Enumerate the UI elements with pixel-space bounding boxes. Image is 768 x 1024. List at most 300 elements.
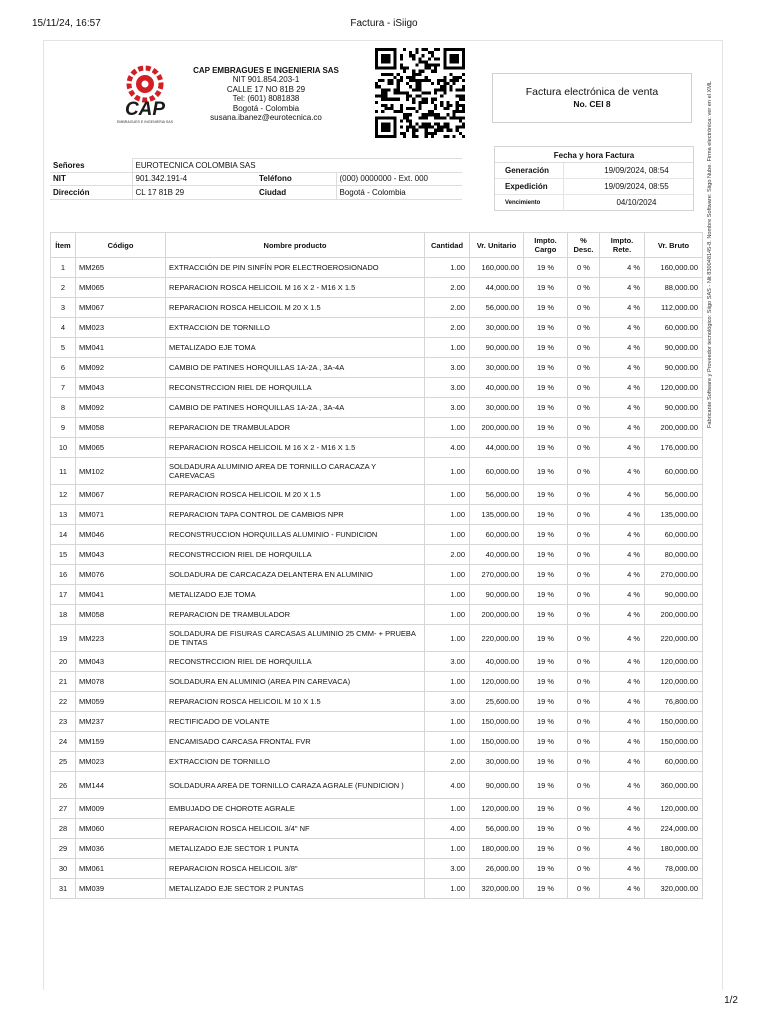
item-tax: 19 % [524, 278, 568, 298]
item-retention: 4 % [600, 625, 645, 652]
item-number: 23 [51, 712, 76, 732]
item-number: 2 [51, 278, 76, 298]
table-row [51, 525, 703, 545]
col-gross-header: Vr. Bruto [645, 233, 703, 258]
item-unit-price: 30,000.00 [470, 398, 524, 418]
item-number: 3 [51, 298, 76, 318]
item-number: 6 [51, 358, 76, 378]
item-discount: 0 % [568, 839, 600, 859]
item-tax: 19 % [524, 652, 568, 672]
item-discount: 0 % [568, 298, 600, 318]
invoice-items-table [50, 232, 703, 899]
item-unit-price: 44,000.00 [470, 438, 524, 458]
table-row [51, 458, 703, 485]
item-code: MM076 [76, 565, 166, 585]
customer-name-label: Señores [50, 159, 132, 173]
col-product-header: Nombre producto [166, 233, 425, 258]
table-row [51, 752, 703, 772]
item-discount: 0 % [568, 625, 600, 652]
item-unit-price: 56,000.00 [470, 298, 524, 318]
item-unit-price: 150,000.00 [470, 732, 524, 752]
item-gross: 90,000.00 [645, 358, 703, 378]
company-logo [112, 62, 178, 126]
item-code: MM039 [76, 879, 166, 899]
table-row [51, 672, 703, 692]
item-tax: 19 % [524, 565, 568, 585]
item-code: MM102 [76, 458, 166, 485]
item-tax: 19 % [524, 672, 568, 692]
item-description: RECONSTRCCION RIEL DE HORQUILLA [166, 378, 425, 398]
item-gross: 78,000.00 [645, 859, 703, 879]
item-discount: 0 % [568, 525, 600, 545]
item-description: REPARACION DE TRAMBULADOR [166, 605, 425, 625]
item-code: MM144 [76, 772, 166, 799]
table-row [51, 605, 703, 625]
item-discount: 0 % [568, 652, 600, 672]
item-gross: 60,000.00 [645, 318, 703, 338]
due-date-row [495, 195, 693, 211]
item-retention: 4 % [600, 378, 645, 398]
item-quantity: 3.00 [425, 692, 470, 712]
col-unit-header: Vr. Unitario [470, 233, 524, 258]
col-tax-header-l1: Impto. [534, 236, 557, 245]
item-retention: 4 % [600, 505, 645, 525]
item-tax: 19 % [524, 258, 568, 278]
customer-nit: 901.342.191-4 [132, 172, 256, 186]
item-quantity: 1.00 [425, 505, 470, 525]
company-city: Bogotá - Colombia [232, 103, 300, 113]
item-unit-price: 135,000.00 [470, 505, 524, 525]
item-quantity: 1.00 [425, 672, 470, 692]
item-retention: 4 % [600, 298, 645, 318]
item-description: RECTIFICADO DE VOLANTE [166, 712, 425, 732]
item-retention: 4 % [600, 799, 645, 819]
item-quantity: 1.00 [425, 338, 470, 358]
customer-phone: (000) 0000000 - Ext. 000 [336, 172, 462, 186]
item-retention: 4 % [600, 712, 645, 732]
table-row [51, 565, 703, 585]
item-unit-price: 40,000.00 [470, 545, 524, 565]
item-retention: 4 % [600, 839, 645, 859]
customer-city: Bogotá - Colombia [336, 186, 462, 200]
item-number: 19 [51, 625, 76, 652]
table-row [51, 712, 703, 732]
table-row [51, 859, 703, 879]
col-item-header: Ítem [51, 233, 76, 258]
item-unit-price: 320,000.00 [470, 879, 524, 899]
item-description: EMBUJADO DE CHOROTE AGRALE [166, 799, 425, 819]
item-description: REPARACION ROSCA HELICOIL M 10 X 1.5 [166, 692, 425, 712]
item-retention: 4 % [600, 545, 645, 565]
company-phone: Tel: (601) 8081838 [232, 94, 300, 104]
item-number: 20 [51, 652, 76, 672]
item-quantity: 1.00 [425, 258, 470, 278]
item-gross: 120,000.00 [645, 672, 703, 692]
item-description: EXTRACCIÓN DE PIN SINFÍN POR ELECTROEROSIONADO [166, 258, 425, 278]
item-gross: 60,000.00 [645, 525, 703, 545]
item-code: MM159 [76, 732, 166, 752]
item-retention: 4 % [600, 565, 645, 585]
item-quantity: 1.00 [425, 585, 470, 605]
item-gross: 180,000.00 [645, 839, 703, 859]
item-description: METALIZADO EJE SECTOR 1 PUNTA [166, 839, 425, 859]
item-description: REPARACION ROSCA HELICOIL M 16 X 2 - M16 X 1.5 [166, 278, 425, 298]
item-gross: 220,000.00 [645, 625, 703, 652]
item-unit-price: 200,000.00 [470, 418, 524, 438]
company-info [180, 66, 352, 122]
item-description: REPARACION TAPA CONTROL DE CAMBIOS NPR [166, 505, 425, 525]
item-number: 26 [51, 772, 76, 799]
item-number: 25 [51, 752, 76, 772]
item-gross: 90,000.00 [645, 338, 703, 358]
item-unit-price: 90,000.00 [470, 772, 524, 799]
item-unit-price: 56,000.00 [470, 819, 524, 839]
item-tax: 19 % [524, 438, 568, 458]
item-description: EXTRACCION DE TORNILLO [166, 318, 425, 338]
item-gross: 120,000.00 [645, 799, 703, 819]
table-row [51, 545, 703, 565]
item-quantity: 4.00 [425, 772, 470, 799]
item-discount: 0 % [568, 712, 600, 732]
item-unit-price: 30,000.00 [470, 752, 524, 772]
item-gross: 224,000.00 [645, 819, 703, 839]
item-retention: 4 % [600, 772, 645, 799]
item-number: 7 [51, 378, 76, 398]
item-tax: 19 % [524, 859, 568, 879]
item-retention: 4 % [600, 258, 645, 278]
item-number: 8 [51, 398, 76, 418]
item-code: MM043 [76, 652, 166, 672]
item-unit-price: 25,600.00 [470, 692, 524, 712]
item-retention: 4 % [600, 585, 645, 605]
item-quantity: 1.00 [425, 879, 470, 899]
item-quantity: 2.00 [425, 545, 470, 565]
item-code: MM065 [76, 438, 166, 458]
item-tax: 19 % [524, 298, 568, 318]
invoice-title: Factura electrónica de venta [525, 86, 659, 98]
item-tax: 19 % [524, 585, 568, 605]
item-discount: 0 % [568, 545, 600, 565]
item-code: MM023 [76, 752, 166, 772]
table-row [51, 692, 703, 712]
item-unit-price: 60,000.00 [470, 525, 524, 545]
item-quantity: 1.00 [425, 485, 470, 505]
item-unit-price: 40,000.00 [470, 378, 524, 398]
item-tax: 19 % [524, 485, 568, 505]
item-description: CAMBIO DE PATINES HORQUILLAS 1A-2A , 3A-4A [166, 398, 425, 418]
item-description: RECONSTRCCION RIEL DE HORQUILLA [166, 545, 425, 565]
item-discount: 0 % [568, 859, 600, 879]
item-code: MM059 [76, 692, 166, 712]
item-retention: 4 % [600, 278, 645, 298]
table-row [51, 485, 703, 505]
customer-info [50, 158, 462, 200]
item-gross: 360,000.00 [645, 772, 703, 799]
col-retention-header-l1: Impto. [610, 236, 634, 245]
item-retention: 4 % [600, 485, 645, 505]
table-row [51, 732, 703, 752]
item-discount: 0 % [568, 505, 600, 525]
item-code: MM023 [76, 318, 166, 338]
item-number: 15 [51, 545, 76, 565]
item-unit-price: 56,000.00 [470, 485, 524, 505]
print-header [0, 18, 768, 32]
item-retention: 4 % [600, 338, 645, 358]
item-gross: 112,000.00 [645, 298, 703, 318]
item-code: MM058 [76, 418, 166, 438]
item-retention: 4 % [600, 752, 645, 772]
item-description: REPARACION ROSCA HELICOIL 3/4" NF [166, 819, 425, 839]
software-provider-note: Fabricante Software y Proveedor tecnológico: Siigo SAS - Nit 830048145-8. Nombre Software: Siigo Nube. Firma electrónica: ver en el XML [707, 81, 713, 428]
item-gross: 200,000.00 [645, 605, 703, 625]
item-description: CAMBIO DE PATINES HORQUILLAS 1A-2A , 3A-4A [166, 358, 425, 378]
item-tax: 19 % [524, 732, 568, 752]
item-discount: 0 % [568, 458, 600, 485]
item-code: MM065 [76, 278, 166, 298]
item-number: 4 [51, 318, 76, 338]
item-tax: 19 % [524, 398, 568, 418]
item-quantity: 2.00 [425, 752, 470, 772]
item-retention: 4 % [600, 652, 645, 672]
item-quantity: 1.00 [425, 839, 470, 859]
item-gross: 270,000.00 [645, 565, 703, 585]
logo-text: CAP [124, 99, 166, 120]
item-number: 21 [51, 672, 76, 692]
item-gross: 150,000.00 [645, 732, 703, 752]
print-datetime: 15/11/24, 16:57 [32, 18, 101, 29]
item-description: SOLDADURA DE CARCACAZA DELANTERA EN ALUMINIO [166, 565, 425, 585]
col-tax-header-l2: Cargo [534, 245, 557, 254]
item-tax: 19 % [524, 692, 568, 712]
item-unit-price: 150,000.00 [470, 712, 524, 732]
item-retention: 4 % [600, 458, 645, 485]
item-code: MM009 [76, 799, 166, 819]
item-description: SOLDADURA EN ALUMINIO (AREA PIN CAREVACA) [166, 672, 425, 692]
item-quantity: 1.00 [425, 799, 470, 819]
item-tax: 19 % [524, 879, 568, 899]
item-number: 16 [51, 565, 76, 585]
item-code: MM061 [76, 859, 166, 879]
col-code-header: Código [76, 233, 166, 258]
col-discount-header [568, 233, 600, 258]
item-description: SOLDADURA DE FISURAS CARCASAS ALUMINIO 25 CMM- + PRUEBA DE TINTAS [166, 625, 425, 652]
item-quantity: 4.00 [425, 819, 470, 839]
item-retention: 4 % [600, 605, 645, 625]
item-number: 24 [51, 732, 76, 752]
item-number: 13 [51, 505, 76, 525]
item-gross: 120,000.00 [645, 378, 703, 398]
item-retention: 4 % [600, 819, 645, 839]
invoice-title-box [492, 73, 692, 123]
col-qty-header: Cantidad [425, 233, 470, 258]
item-description: REPARACION ROSCA HELICOIL M 20 X 1.5 [166, 298, 425, 318]
item-discount: 0 % [568, 799, 600, 819]
item-tax: 19 % [524, 752, 568, 772]
item-tax: 19 % [524, 525, 568, 545]
table-row [51, 258, 703, 278]
item-code: MM043 [76, 545, 166, 565]
page-number: 1/2 [724, 995, 738, 1006]
table-row [51, 398, 703, 418]
customer-address: CL 17 81B 29 [132, 186, 256, 200]
item-quantity: 1.00 [425, 712, 470, 732]
item-gross: 176,000.00 [645, 438, 703, 458]
item-discount: 0 % [568, 565, 600, 585]
item-code: MM223 [76, 625, 166, 652]
item-tax: 19 % [524, 839, 568, 859]
logo-subtext: EMBRAGUES E INGENIERIA SAS [116, 120, 174, 124]
item-unit-price: 30,000.00 [470, 358, 524, 378]
item-description: ENCAMISADO CARCASA FRONTAL FVR [166, 732, 425, 752]
item-unit-price: 270,000.00 [470, 565, 524, 585]
item-quantity: 3.00 [425, 859, 470, 879]
item-quantity: 3.00 [425, 398, 470, 418]
item-unit-price: 90,000.00 [470, 585, 524, 605]
item-tax: 19 % [524, 799, 568, 819]
generation-label: Generación [505, 166, 550, 175]
item-tax: 19 % [524, 545, 568, 565]
item-retention: 4 % [600, 398, 645, 418]
customer-name: EUROTECNICA COLOMBIA SAS [132, 159, 462, 173]
table-row [51, 879, 703, 899]
item-tax: 19 % [524, 505, 568, 525]
item-description: SOLDADURA ALUMINIO AREA DE TORNILLO CARACAZA Y CAREVACAS [166, 458, 425, 485]
col-discount-header-l1: % [580, 236, 587, 245]
table-header-row [51, 233, 703, 258]
item-gross: 135,000.00 [645, 505, 703, 525]
item-discount: 0 % [568, 378, 600, 398]
item-description: REPARACION ROSCA HELICOIL M 16 X 2 - M16 X 1.5 [166, 438, 425, 458]
item-unit-price: 60,000.00 [470, 458, 524, 485]
item-gross: 90,000.00 [645, 585, 703, 605]
item-unit-price: 160,000.00 [470, 258, 524, 278]
item-discount: 0 % [568, 398, 600, 418]
item-tax: 19 % [524, 605, 568, 625]
generation-value: 19/09/2024, 08:54 [563, 163, 693, 178]
item-discount: 0 % [568, 752, 600, 772]
item-gross: 60,000.00 [645, 458, 703, 485]
company-nit: NIT 901.854.203-1 [232, 75, 300, 85]
item-retention: 4 % [600, 859, 645, 879]
item-unit-price: 220,000.00 [470, 625, 524, 652]
customer-city-label: Ciudad [256, 186, 336, 200]
expedition-row [495, 179, 693, 195]
item-tax: 19 % [524, 772, 568, 799]
table-row [51, 585, 703, 605]
item-unit-price: 40,000.00 [470, 652, 524, 672]
item-description: EXTRACCION DE TORNILLO [166, 752, 425, 772]
item-retention: 4 % [600, 318, 645, 338]
item-number: 30 [51, 859, 76, 879]
item-quantity: 1.00 [425, 458, 470, 485]
item-discount: 0 % [568, 772, 600, 799]
item-discount: 0 % [568, 338, 600, 358]
generation-row [495, 163, 693, 179]
item-discount: 0 % [568, 819, 600, 839]
item-code: MM041 [76, 338, 166, 358]
table-row [51, 799, 703, 819]
item-quantity: 1.00 [425, 565, 470, 585]
table-row [51, 318, 703, 338]
item-gross: 88,000.00 [645, 278, 703, 298]
item-quantity: 2.00 [425, 298, 470, 318]
item-code: MM058 [76, 605, 166, 625]
table-row [51, 652, 703, 672]
item-gross: 320,000.00 [645, 879, 703, 899]
item-code: MM036 [76, 839, 166, 859]
item-description: SOLDADURA AREA DE TORNILLO CARAZA AGRALE (FUNDICION ) [166, 772, 425, 799]
item-gross: 60,000.00 [645, 752, 703, 772]
table-row [51, 438, 703, 458]
item-description: METALIZADO EJE SECTOR 2 PUNTAS [166, 879, 425, 899]
item-code: MM067 [76, 298, 166, 318]
item-gross: 80,000.00 [645, 545, 703, 565]
item-quantity: 2.00 [425, 278, 470, 298]
item-gross: 56,000.00 [645, 485, 703, 505]
item-discount: 0 % [568, 605, 600, 625]
item-retention: 4 % [600, 732, 645, 752]
item-gross: 90,000.00 [645, 398, 703, 418]
item-code: MM265 [76, 258, 166, 278]
item-tax: 19 % [524, 625, 568, 652]
item-retention: 4 % [600, 879, 645, 899]
item-unit-price: 44,000.00 [470, 278, 524, 298]
item-tax: 19 % [524, 378, 568, 398]
item-number: 12 [51, 485, 76, 505]
item-retention: 4 % [600, 438, 645, 458]
item-unit-price: 120,000.00 [470, 799, 524, 819]
item-tax: 19 % [524, 358, 568, 378]
item-retention: 4 % [600, 672, 645, 692]
item-tax: 19 % [524, 338, 568, 358]
company-email: susana.ibanez@eurotecnica.co [210, 113, 322, 123]
item-number: 18 [51, 605, 76, 625]
item-quantity: 1.00 [425, 605, 470, 625]
item-gross: 120,000.00 [645, 652, 703, 672]
table-row [51, 772, 703, 799]
item-code: MM078 [76, 672, 166, 692]
item-description: REPARACION ROSCA HELICOIL 3/8" [166, 859, 425, 879]
item-retention: 4 % [600, 525, 645, 545]
item-description: METALIZADO EJE TOMA [166, 585, 425, 605]
table-row [51, 839, 703, 859]
item-number: 22 [51, 692, 76, 712]
item-code: MM092 [76, 358, 166, 378]
item-discount: 0 % [568, 879, 600, 899]
item-number: 31 [51, 879, 76, 899]
item-discount: 0 % [568, 418, 600, 438]
item-unit-price: 30,000.00 [470, 318, 524, 338]
due-date-value: 04/10/2024 [563, 195, 693, 211]
customer-nit-label: NIT [50, 172, 132, 186]
item-quantity: 1.00 [425, 625, 470, 652]
item-discount: 0 % [568, 732, 600, 752]
item-number: 11 [51, 458, 76, 485]
table-row [51, 819, 703, 839]
item-gross: 150,000.00 [645, 712, 703, 732]
table-row [51, 418, 703, 438]
item-retention: 4 % [600, 692, 645, 712]
table-row [51, 338, 703, 358]
company-name: CAP EMBRAGUES E INGENIERIA SAS [193, 66, 339, 75]
item-description: REPARACION DE TRAMBULADOR [166, 418, 425, 438]
item-number: 27 [51, 799, 76, 819]
customer-address-label: Dirección [50, 186, 132, 200]
item-tax: 19 % [524, 819, 568, 839]
item-description: RECONSTRUCCION HORQUILLAS ALUMINIO - FUNDICION [166, 525, 425, 545]
item-number: 10 [51, 438, 76, 458]
item-quantity: 3.00 [425, 378, 470, 398]
